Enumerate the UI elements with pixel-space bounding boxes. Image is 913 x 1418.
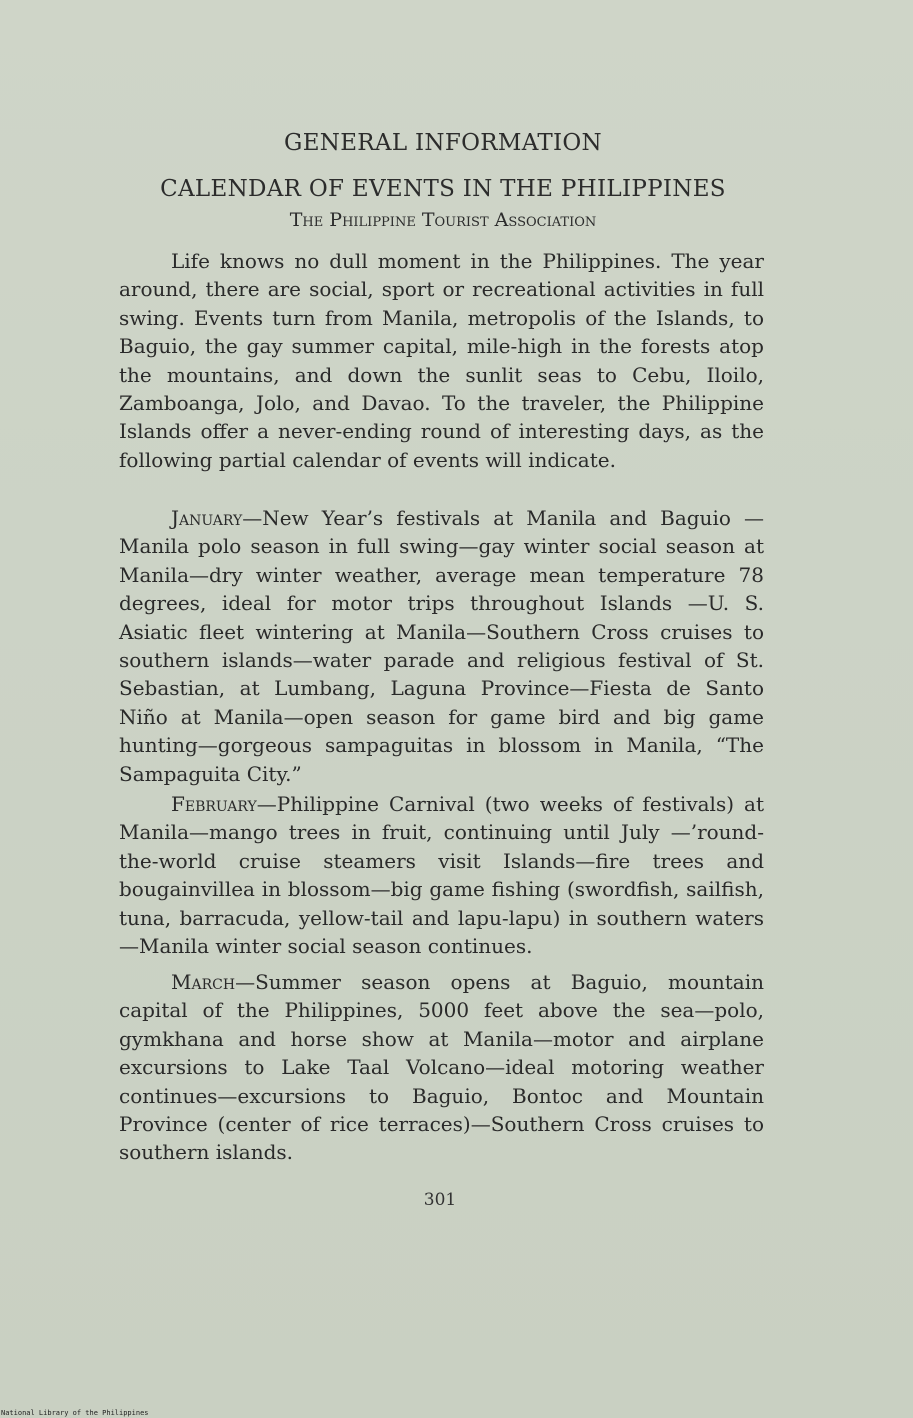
february-text: —Philippine Carnival (two weeks of festivals) at Manila—mango trees in fruit, continuing until July —’round-the-world cruise steamers visit Islands—fire trees and bougainvillea in blossom—big game fishing (swordfish, sailfish, tuna, barracuda, yellow-tail and lapu-lapu) in southern waters—Manila winter social season continues.	[119, 792, 764, 959]
library-credit: National Library of the Philippines	[1, 1409, 149, 1417]
january-month-label: January	[171, 506, 243, 530]
page-number: 301	[423, 1190, 457, 1210]
association-byline: The Philippine Tourist Association	[289, 209, 597, 231]
january-text: —New Year’s festivals at Manila and Baguio —Manila polo season in full swing—gay winter social season at Manila—dry winter weather, average mean temperature 78 degrees, ideal for motor trips throughout Islands —U. S. Asiatic fleet wintering at Manila—Southern Cross cruises to southern islands—water parade and religious festival of St. Sebastian, at Lumbang, Laguna Province—Fiesta de Santo Niño at Manila—open season for game bird and big game hunting—gorgeous sampaguitas in blossom in Manila, “The Sampaguita City.”	[119, 506, 764, 786]
january-paragraph	[119, 504, 764, 788]
calendar-title: CALENDAR OF EVENTS IN THE PHILIPPINES	[160, 176, 726, 202]
march-paragraph	[119, 968, 764, 1167]
march-month-label: March	[171, 970, 236, 994]
march-text: —Summer season opens at Baguio, mountain capital of the Philippines, 5000 feet above the sea—polo, gymkhana and horse show at Manila—motor and airplane excursions to Lake Taal Volcano—ideal motoring weather continues—excursions to Baguio, Bontoc and Mountain Province (center of rice terraces)—Southern Cross cruises to southern islands.	[119, 970, 764, 1165]
february-month-label: February	[171, 792, 257, 816]
intro-paragraph	[119, 247, 764, 474]
intro-text: Life knows no dull moment in the Philippines. The year around, there are social, sport or recreational activities in full swing. Events turn from Manila, metropolis of the Islands, to Baguio, the gay summer capital, mile-high in the forests atop the mountains, and down the sunlit seas to Cebu, Iloilo, Zamboanga, Jolo, and Davao. To the traveler, the Philippine Islands offer a never-ending round of interesting days, as the following partial calendar of events will indicate.	[119, 249, 764, 472]
february-paragraph	[119, 790, 764, 960]
section-title: GENERAL INFORMATION	[284, 130, 602, 156]
